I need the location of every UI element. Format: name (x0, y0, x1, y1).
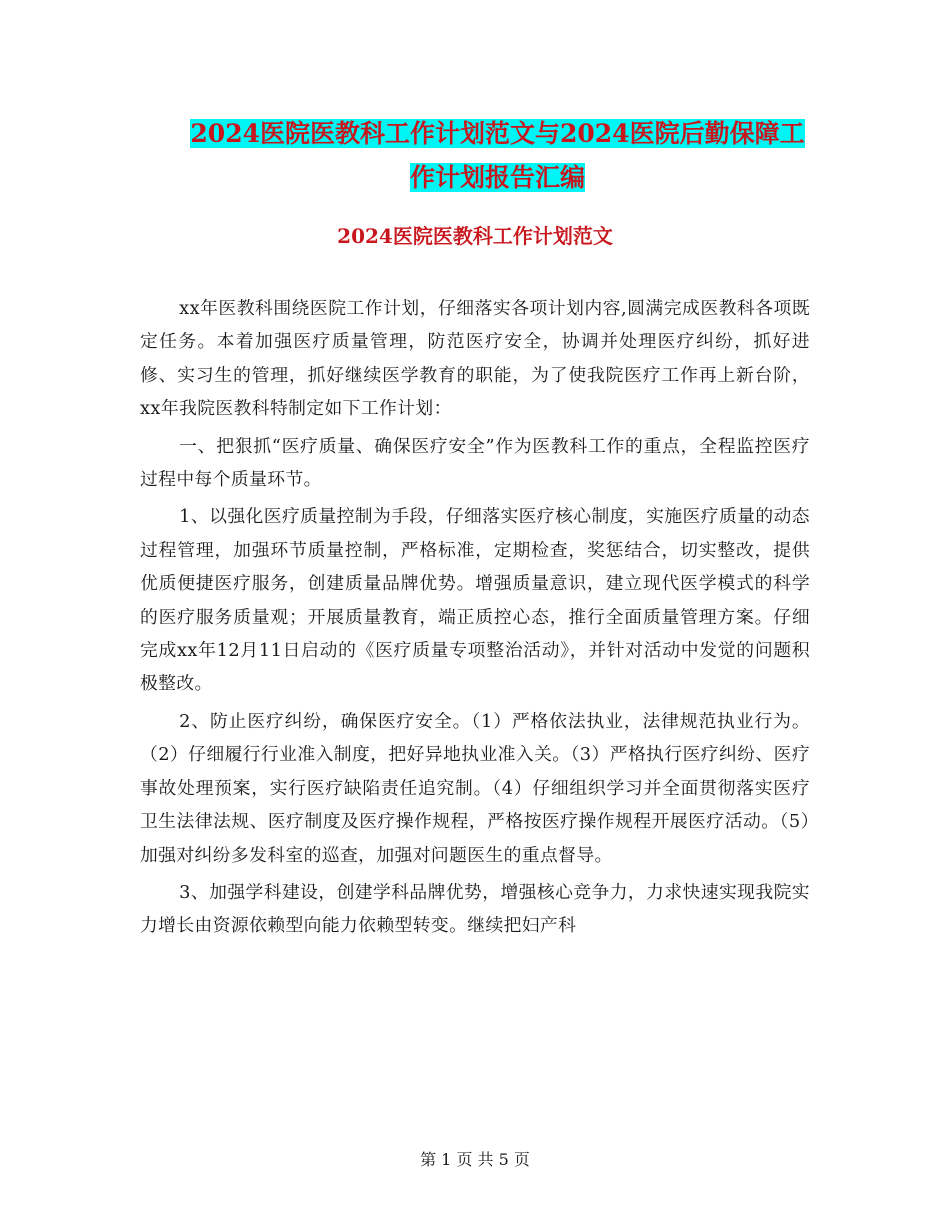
title-line-2: 作计划报告汇编 (409, 163, 585, 192)
document-title (120, 112, 875, 200)
document-body (140, 292, 810, 947)
title-line-1: 2024医院医教科工作计划范文与2024医院后勤保障工 (190, 119, 805, 148)
paragraph: xx年医教科围绕医院工作计划，仔细落实各项计划内容,圆满完成医教科各项既定任务。本着加强医疗质量管理，防范医疗安全，协调并处理医疗纠纷，抓好进修、实习生的管理，抓好继续医学教育的职能，为了使我院医疗工作再上新台阶，xx年我院医教科特制定如下工作计划： (140, 298, 810, 420)
paragraph: 3、加强学科建设，创建学科品牌优势，增强核心竞争力，力求快速实现我院实力增长由资源依赖型向能力依赖型转变。继续把妇产科 (140, 881, 810, 937)
paragraph: 2、防止医疗纠纷，确保医疗安全。（1）严格依法执业，法律规范执业行为。（2）仔细履行行业准入制度，把好异地执业准入关。（3）严格执行医疗纠纷、医疗事故处理预案，实行医疗缺陷责任追究制。（4）仔细组织学习并全面贯彻落实医疗卫生法律法规、医疗制度及医疗操作规程，严格按医疗操作规程开展医疗活动。（5）加强对纠纷多发科室的巡查，加强对问题医生的重点督导。 (140, 710, 810, 866)
paragraph: 一、把狠抓“医疗质量、确保医疗安全”作为医教科工作的重点，全程监控医疗过程中每个质量环节。 (140, 435, 810, 491)
page-number: 第 1 页 共 5 页 (420, 1150, 530, 1169)
paragraph: 1、以强化医疗质量控制为手段，仔细落实医疗核心制度，实施医疗质量的动态过程管理，加强环节质量控制，严格标准，定期检查，奖惩结合，切实整改，提供优质便捷医疗服务，创建质量品牌优势。增强质量意识，建立现代医学模式的科学的医疗服务质量观；开展质量教育，端正质控心态，推行全面质量管理方案。仔细完成xx年12月11日启动的《医疗质量专项整治活动》，并针对活动中发觉的问题积极整改。 (140, 506, 810, 695)
section-heading: 2024医院医教科工作计划范文 (337, 224, 613, 248)
